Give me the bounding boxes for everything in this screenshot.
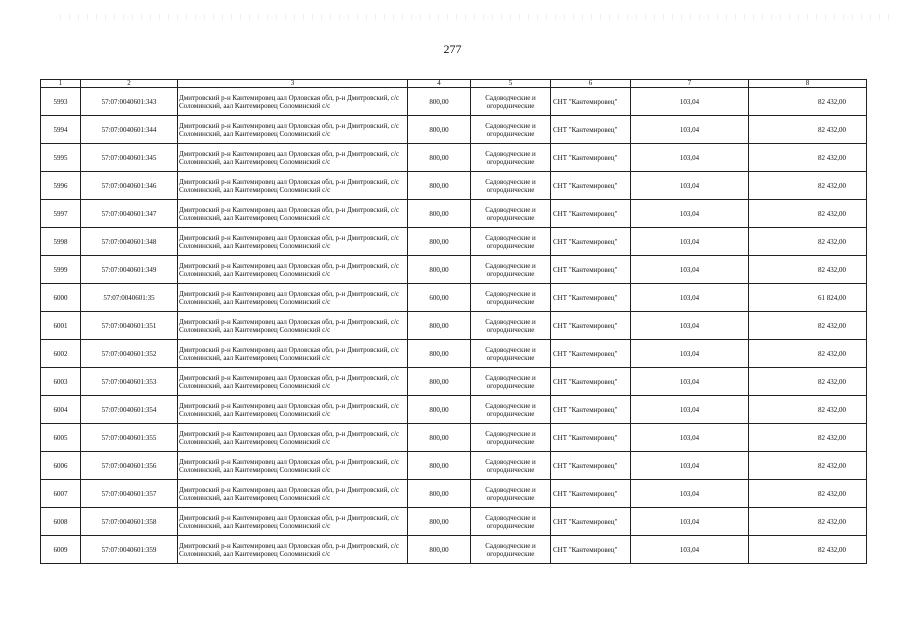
column-header: 1 bbox=[41, 80, 81, 88]
cadastral-value-cell: 82 432,00 bbox=[749, 536, 867, 564]
unit-rate-cell: 103,04 bbox=[631, 536, 749, 564]
cadastral-value-cell: 82 432,00 bbox=[749, 228, 867, 256]
table-row bbox=[41, 284, 867, 312]
row-number-cell: 6007 bbox=[41, 480, 81, 508]
owner-cell: СНТ "Кантемировец" bbox=[551, 88, 631, 116]
scan-artifact-strip bbox=[60, 14, 890, 20]
cadastral-value-cell: 82 432,00 bbox=[749, 144, 867, 172]
table-row bbox=[41, 256, 867, 284]
owner-cell: СНТ "Кантемировец" bbox=[551, 256, 631, 284]
address-cell: Дмитровский р-н Кантемировец аал Орловская обл, р-н Дмитровский, с/с Соломинский, аал Кантемировец Соломинский с/с bbox=[178, 396, 408, 424]
area-cell: 800,00 bbox=[408, 424, 471, 452]
unit-rate-cell: 103,04 bbox=[631, 340, 749, 368]
land-purpose-cell: Садоводческие и огороднические bbox=[471, 396, 551, 424]
cadastral-number-cell: 57:07:0040601:355 bbox=[81, 424, 178, 452]
area-cell: 800,00 bbox=[408, 228, 471, 256]
table-row bbox=[41, 368, 867, 396]
unit-rate-cell: 103,04 bbox=[631, 228, 749, 256]
cadastral-value-cell: 82 432,00 bbox=[749, 340, 867, 368]
cadastral-number-cell: 57:07:0040601:358 bbox=[81, 508, 178, 536]
table-row bbox=[41, 144, 867, 172]
area-cell: 800,00 bbox=[408, 508, 471, 536]
cadastral-number-cell: 57:07:0040601:353 bbox=[81, 368, 178, 396]
column-header: 6 bbox=[551, 80, 631, 88]
area-cell: 800,00 bbox=[408, 200, 471, 228]
cadastral-number-cell: 57:07:0040601:359 bbox=[81, 536, 178, 564]
unit-rate-cell: 103,04 bbox=[631, 88, 749, 116]
land-registry-table bbox=[40, 79, 867, 564]
column-number-row bbox=[41, 80, 867, 88]
area-cell: 800,00 bbox=[408, 116, 471, 144]
cadastral-value-cell: 82 432,00 bbox=[749, 508, 867, 536]
row-number-cell: 5995 bbox=[41, 144, 81, 172]
table-row bbox=[41, 536, 867, 564]
owner-cell: СНТ "Кантемировец" bbox=[551, 536, 631, 564]
cadastral-value-cell: 82 432,00 bbox=[749, 452, 867, 480]
column-header: 3 bbox=[178, 80, 408, 88]
column-header: 4 bbox=[408, 80, 471, 88]
unit-rate-cell: 103,04 bbox=[631, 368, 749, 396]
cadastral-value-cell: 82 432,00 bbox=[749, 424, 867, 452]
address-cell: Дмитровский р-н Кантемировец аал Орловская обл, р-н Дмитровский, с/с Соломинский, аал Кантемировец Соломинский с/с bbox=[178, 144, 408, 172]
cadastral-value-cell: 61 824,00 bbox=[749, 284, 867, 312]
unit-rate-cell: 103,04 bbox=[631, 256, 749, 284]
area-cell: 800,00 bbox=[408, 172, 471, 200]
cadastral-number-cell: 57:07:0040601:343 bbox=[81, 88, 178, 116]
area-cell: 800,00 bbox=[408, 480, 471, 508]
table-row bbox=[41, 172, 867, 200]
cadastral-value-cell: 82 432,00 bbox=[749, 312, 867, 340]
address-cell: Дмитровский р-н Кантемировец аал Орловская обл, р-н Дмитровский, с/с Соломинский, аал Кантемировец Соломинский с/с bbox=[178, 536, 408, 564]
owner-cell: СНТ "Кантемировец" bbox=[551, 396, 631, 424]
row-number-cell: 6001 bbox=[41, 312, 81, 340]
row-number-cell: 5999 bbox=[41, 256, 81, 284]
owner-cell: СНТ "Кантемировец" bbox=[551, 172, 631, 200]
owner-cell: СНТ "Кантемировец" bbox=[551, 452, 631, 480]
owner-cell: СНТ "Кантемировец" bbox=[551, 340, 631, 368]
area-cell: 800,00 bbox=[408, 452, 471, 480]
unit-rate-cell: 103,04 bbox=[631, 508, 749, 536]
owner-cell: СНТ "Кантемировец" bbox=[551, 228, 631, 256]
land-purpose-cell: Садоводческие и огороднические bbox=[471, 200, 551, 228]
address-cell: Дмитровский р-н Кантемировец аал Орловская обл, р-н Дмитровский, с/с Соломинский, аал Кантемировец Соломинский с/с bbox=[178, 508, 408, 536]
area-cell: 800,00 bbox=[408, 340, 471, 368]
row-number-cell: 5994 bbox=[41, 116, 81, 144]
cadastral-value-cell: 82 432,00 bbox=[749, 172, 867, 200]
row-number-cell: 6006 bbox=[41, 452, 81, 480]
table-row bbox=[41, 116, 867, 144]
land-purpose-cell: Садоводческие и огороднические bbox=[471, 480, 551, 508]
area-cell: 800,00 bbox=[408, 256, 471, 284]
row-number-cell: 6003 bbox=[41, 368, 81, 396]
land-purpose-cell: Садоводческие и огороднические bbox=[471, 312, 551, 340]
land-purpose-cell: Садоводческие и огороднические bbox=[471, 256, 551, 284]
area-cell: 600,00 bbox=[408, 284, 471, 312]
row-number-cell: 5998 bbox=[41, 228, 81, 256]
address-cell: Дмитровский р-н Кантемировец аал Орловская обл, р-н Дмитровский, с/с Соломинский, аал Кантемировец Соломинский с/с bbox=[178, 368, 408, 396]
area-cell: 800,00 bbox=[408, 368, 471, 396]
area-cell: 800,00 bbox=[408, 396, 471, 424]
address-cell: Дмитровский р-н Кантемировец аал Орловская обл, р-н Дмитровский, с/с Соломинский, аал Кантемировец Соломинский с/с bbox=[178, 228, 408, 256]
cadastral-number-cell: 57:07:0040601:352 bbox=[81, 340, 178, 368]
address-cell: Дмитровский р-н Кантемировец аал Орловская обл, р-н Дмитровский, с/с Соломинский, аал Кантемировец Соломинский с/с bbox=[178, 116, 408, 144]
area-cell: 800,00 bbox=[408, 312, 471, 340]
land-purpose-cell: Садоводческие и огороднические bbox=[471, 424, 551, 452]
table-row bbox=[41, 396, 867, 424]
unit-rate-cell: 103,04 bbox=[631, 480, 749, 508]
column-header: 7 bbox=[631, 80, 749, 88]
cadastral-value-cell: 82 432,00 bbox=[749, 116, 867, 144]
cadastral-number-cell: 57:07:0040601:348 bbox=[81, 228, 178, 256]
owner-cell: СНТ "Кантемировец" bbox=[551, 116, 631, 144]
area-cell: 800,00 bbox=[408, 536, 471, 564]
row-number-cell: 6004 bbox=[41, 396, 81, 424]
row-number-cell: 5996 bbox=[41, 172, 81, 200]
cadastral-number-cell: 57:07:0040601:347 bbox=[81, 200, 178, 228]
cadastral-value-cell: 82 432,00 bbox=[749, 396, 867, 424]
address-cell: Дмитровский р-н Кантемировец аал Орловская обл, р-н Дмитровский, с/с Соломинский, аал Кантемировец Соломинский с/с bbox=[178, 284, 408, 312]
land-purpose-cell: Садоводческие и огороднические bbox=[471, 368, 551, 396]
table-row bbox=[41, 312, 867, 340]
land-purpose-cell: Садоводческие и огороднические bbox=[471, 228, 551, 256]
owner-cell: СНТ "Кантемировец" bbox=[551, 480, 631, 508]
unit-rate-cell: 103,04 bbox=[631, 172, 749, 200]
owner-cell: СНТ "Кантемировец" bbox=[551, 200, 631, 228]
address-cell: Дмитровский р-н Кантемировец аал Орловская обл, р-н Дмитровский, с/с Соломинский, аал Кантемировец Соломинский с/с bbox=[178, 480, 408, 508]
cadastral-value-cell: 82 432,00 bbox=[749, 200, 867, 228]
address-cell: Дмитровский р-н Кантемировец аал Орловская обл, р-н Дмитровский, с/с Соломинский, аал Кантемировец Соломинский с/с bbox=[178, 340, 408, 368]
unit-rate-cell: 103,04 bbox=[631, 144, 749, 172]
owner-cell: СНТ "Кантемировец" bbox=[551, 284, 631, 312]
cadastral-number-cell: 57:07:0040601:35 bbox=[81, 284, 178, 312]
cadastral-value-cell: 82 432,00 bbox=[749, 368, 867, 396]
unit-rate-cell: 103,04 bbox=[631, 116, 749, 144]
row-number-cell: 6005 bbox=[41, 424, 81, 452]
row-number-cell: 6009 bbox=[41, 536, 81, 564]
address-cell: Дмитровский р-н Кантемировец аал Орловская обл, р-н Дмитровский, с/с Соломинский, аал Кантемировец Соломинский с/с bbox=[178, 88, 408, 116]
page-number: 277 bbox=[443, 42, 462, 56]
unit-rate-cell: 103,04 bbox=[631, 284, 749, 312]
area-cell: 800,00 bbox=[408, 88, 471, 116]
table-row bbox=[41, 452, 867, 480]
table-row bbox=[41, 480, 867, 508]
owner-cell: СНТ "Кантемировец" bbox=[551, 508, 631, 536]
unit-rate-cell: 103,04 bbox=[631, 200, 749, 228]
address-cell: Дмитровский р-н Кантемировец аал Орловская обл, р-н Дмитровский, с/с Соломинский, аал Кантемировец Соломинский с/с bbox=[178, 424, 408, 452]
land-purpose-cell: Садоводческие и огороднические bbox=[471, 144, 551, 172]
table-row bbox=[41, 200, 867, 228]
land-purpose-cell: Садоводческие и огороднические bbox=[471, 116, 551, 144]
address-cell: Дмитровский р-н Кантемировец аал Орловская обл, р-н Дмитровский, с/с Соломинский, аал Кантемировец Соломинский с/с bbox=[178, 312, 408, 340]
column-header: 2 bbox=[81, 80, 178, 88]
column-header: 8 bbox=[749, 80, 867, 88]
cadastral-value-cell: 82 432,00 bbox=[749, 88, 867, 116]
cadastral-number-cell: 57:07:0040601:346 bbox=[81, 172, 178, 200]
land-purpose-cell: Садоводческие и огороднические bbox=[471, 340, 551, 368]
owner-cell: СНТ "Кантемировец" bbox=[551, 312, 631, 340]
address-cell: Дмитровский р-н Кантемировец аал Орловская обл, р-н Дмитровский, с/с Соломинский, аал Кантемировец Соломинский с/с bbox=[178, 452, 408, 480]
land-purpose-cell: Садоводческие и огороднические bbox=[471, 536, 551, 564]
cadastral-value-cell: 82 432,00 bbox=[749, 256, 867, 284]
land-purpose-cell: Садоводческие и огороднические bbox=[471, 452, 551, 480]
address-cell: Дмитровский р-н Кантемировец аал Орловская обл, р-н Дмитровский, с/с Соломинский, аал Кантемировец Соломинский с/с bbox=[178, 200, 408, 228]
cadastral-number-cell: 57:07:0040601:357 bbox=[81, 480, 178, 508]
row-number-cell: 5997 bbox=[41, 200, 81, 228]
land-purpose-cell: Садоводческие и огороднические bbox=[471, 172, 551, 200]
table-row bbox=[41, 340, 867, 368]
column-header: 5 bbox=[471, 80, 551, 88]
cadastral-number-cell: 57:07:0040601:356 bbox=[81, 452, 178, 480]
area-cell: 800,00 bbox=[408, 144, 471, 172]
cadastral-number-cell: 57:07:0040601:351 bbox=[81, 312, 178, 340]
cadastral-number-cell: 57:07:0040601:349 bbox=[81, 256, 178, 284]
owner-cell: СНТ "Кантемировец" bbox=[551, 368, 631, 396]
row-number-cell: 6000 bbox=[41, 284, 81, 312]
cadastral-value-cell: 82 432,00 bbox=[749, 480, 867, 508]
cadastral-number-cell: 57:07:0040601:344 bbox=[81, 116, 178, 144]
row-number-cell: 6008 bbox=[41, 508, 81, 536]
unit-rate-cell: 103,04 bbox=[631, 312, 749, 340]
cadastral-number-cell: 57:07:0040601:345 bbox=[81, 144, 178, 172]
unit-rate-cell: 103,04 bbox=[631, 396, 749, 424]
cadastral-number-cell: 57:07:0040601:354 bbox=[81, 396, 178, 424]
address-cell: Дмитровский р-н Кантемировец аал Орловская обл, р-н Дмитровский, с/с Соломинский, аал Кантемировец Соломинский с/с bbox=[178, 172, 408, 200]
unit-rate-cell: 103,04 bbox=[631, 452, 749, 480]
owner-cell: СНТ "Кантемировец" bbox=[551, 424, 631, 452]
land-purpose-cell: Садоводческие и огороднические bbox=[471, 284, 551, 312]
unit-rate-cell: 103,04 bbox=[631, 424, 749, 452]
row-number-cell: 5993 bbox=[41, 88, 81, 116]
table-row bbox=[41, 508, 867, 536]
row-number-cell: 6002 bbox=[41, 340, 81, 368]
land-purpose-cell: Садоводческие и огороднические bbox=[471, 508, 551, 536]
land-purpose-cell: Садоводческие и огороднические bbox=[471, 88, 551, 116]
owner-cell: СНТ "Кантемировец" bbox=[551, 144, 631, 172]
table-row bbox=[41, 228, 867, 256]
address-cell: Дмитровский р-н Кантемировец аал Орловская обл, р-н Дмитровский, с/с Соломинский, аал Кантемировец Соломинский с/с bbox=[178, 256, 408, 284]
table-row bbox=[41, 424, 867, 452]
table-row bbox=[41, 88, 867, 116]
